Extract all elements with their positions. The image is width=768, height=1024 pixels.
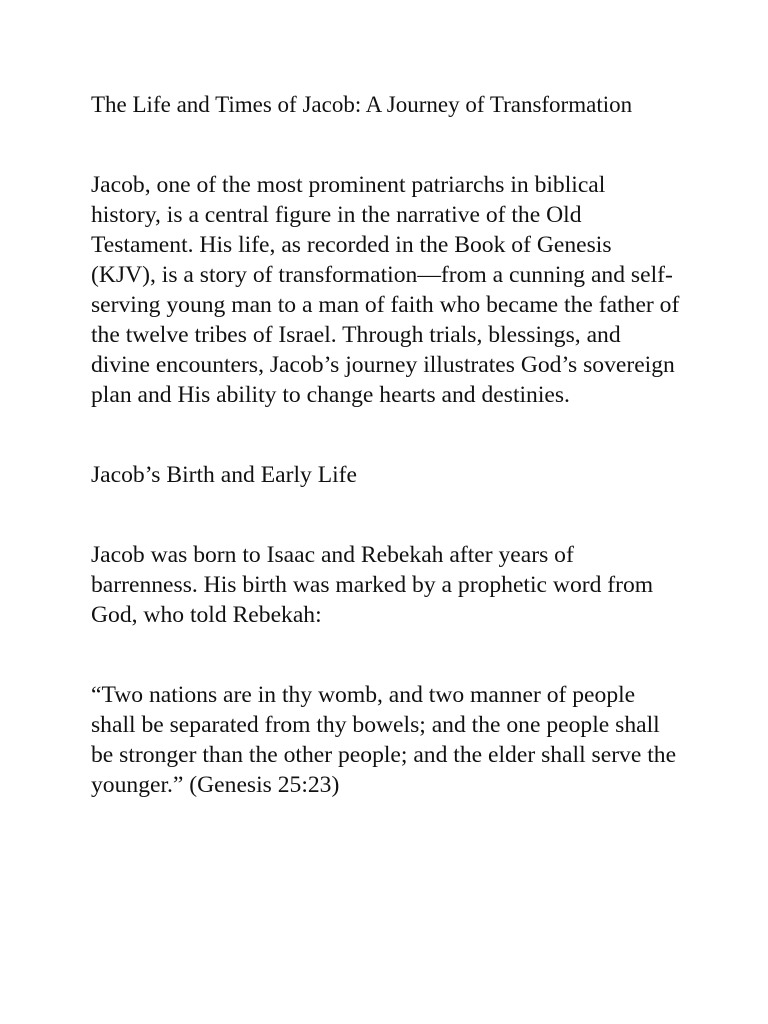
document-title: The Life and Times of Jacob: A Journey of Transformation <box>91 92 633 117</box>
section-heading: Jacob’s Birth and Early Life <box>91 462 358 488</box>
spacer <box>91 410 681 460</box>
section-paragraph: Jacob was born to Isaac and Rebekah after years of barrenness. His birth was marked by a prophetic word from God, who told Rebekah: <box>91 542 654 628</box>
spacer <box>91 490 681 540</box>
scripture-quote: “Two nations are in thy womb, and two manner of people shall be separated from thy bowels; and the one people shall be stronger than the other people; and the elder shall serve the younger.” (Genesis 25:23) <box>91 682 677 798</box>
intro-paragraph: Jacob, one of the most prominent patriarchs in biblical history, is a central figure in the narrative of the Old Testament. His life, as recorded in the Book of Genesis (KJV), is a story of transformation—from a cunning and self-serving young man to a man of faith who became the father of the twelve tribes of Israel. Through trials, blessings, and divine encounters, Jacob’s journey illustrates God’s sovereign plan and His ability to change hearts and destinies. <box>91 172 680 408</box>
spacer <box>91 630 681 680</box>
spacer <box>91 120 681 170</box>
document-page <box>91 90 681 800</box>
